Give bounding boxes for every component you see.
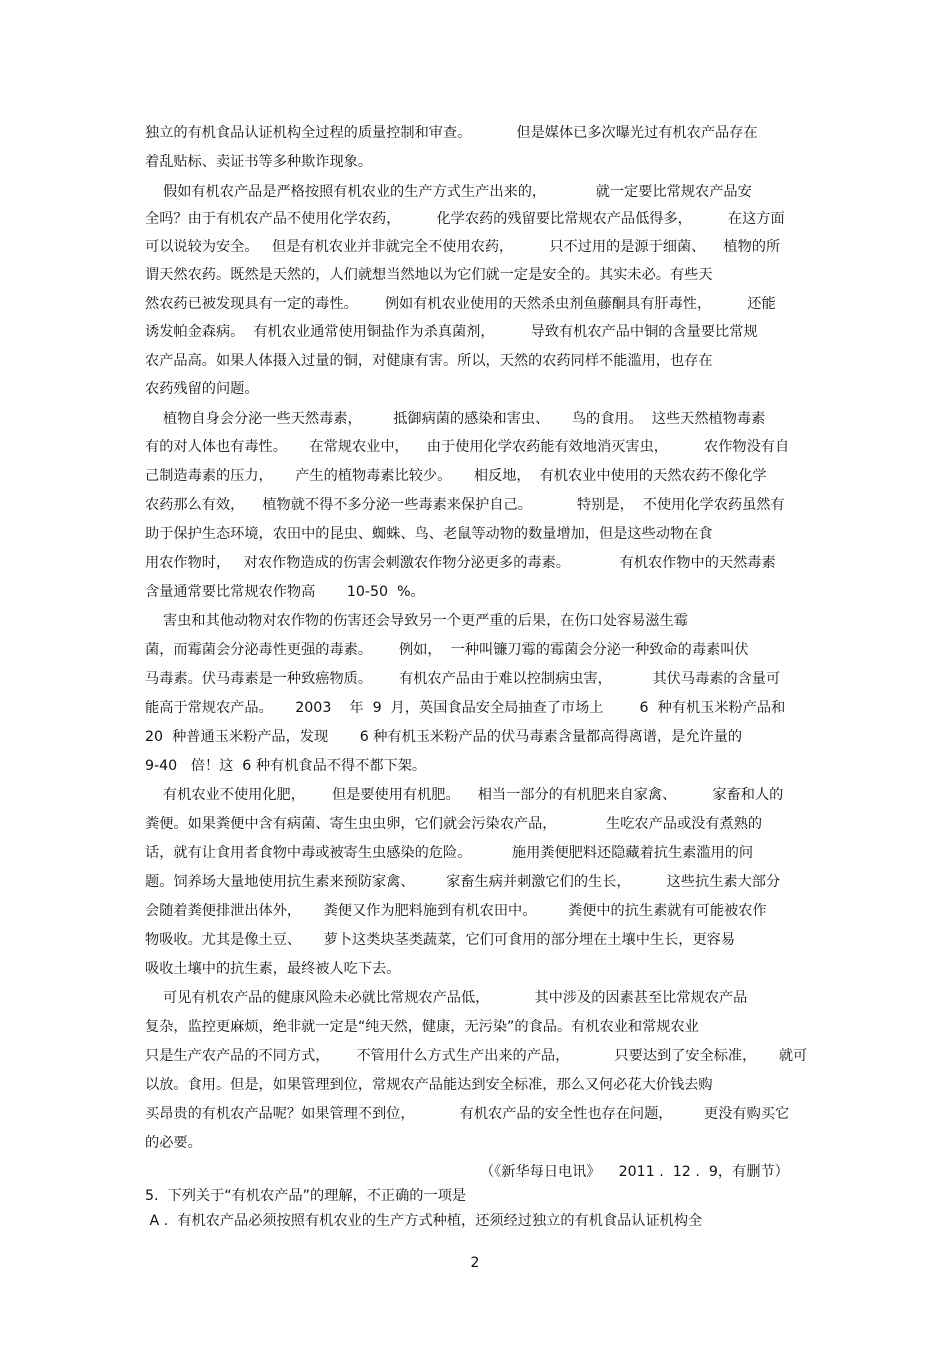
text-line: 诱发帕金森病。 有机农业通常使用铜盐作为杀真菌剂， 导致有机农产品中铜的含量要比常规 (145, 324, 758, 340)
text-line: 能高于常规农产品。 2003 年 9 月，英国食品安全局抽查了市场上 6 种有机玉米粉产品和 (145, 700, 786, 716)
text-line: 独立的有机食品认证机构全过程的质量控制和审查。 但是媒体已多次曝光过有机农产品存在 (145, 125, 758, 141)
text-line: 害虫和其他动物对农作物的伤害还会导致另一个更严重的后果，在伤口处容易滋生霉 (145, 613, 688, 629)
text-line: 可见有机农产品的健康风险未必就比常规农产品低， 其中涉及的因素甚至比常规农产品 (145, 990, 748, 1006)
text-line: 谓天然农药。既然是天然的，人们就想当然地以为它们就一定是安全的。其实未必。有些天 (145, 267, 713, 283)
text-line: 以放。食用。但是，如果管理到位，常规农产品能达到安全标准，那么又何必花大价钱去购 (145, 1077, 713, 1093)
text-line: 的必要。 (145, 1135, 202, 1151)
text-line: 含量通常要比常规农作物高 10-50 %。 (145, 584, 425, 600)
text-line: 马毒素。伏马毒素是一种致癌物质。 有机农产品由于难以控制病虫害， 其伏马毒素的含量可 (145, 671, 781, 687)
text-line: 20 种普通玉米粉产品，发现 6 种有机玉米粉产品的伏马毒素含量都高得离谱，是允许量的 (145, 729, 743, 745)
option-a: A . 有机农产品必须按照有机农业的生产方式种植，还须经过独立的有机食品认证机构全 (145, 1213, 703, 1229)
text-line: 9-40 倍！这 6 种有机食品不得不都下架。 (145, 758, 427, 774)
text-line: 题。饲养场大量地使用抗生素来预防家禽、 家畜生病并刺激它们的生长， 这些抗生素大部分 (145, 874, 781, 890)
text-line: 己制造毒素的压力， 产生的植物毒素比较少。 相反地， 有机农业中使用的天然农药不像化学 (145, 468, 767, 484)
text-line: 吸收土壤中的抗生素，最终被人吃下去。 (145, 961, 401, 977)
text-line: 会随着粪便排泄出体外， 粪便又作为肥料施到有机农田中。 粪便中的抗生素就有可能被农作 (145, 903, 767, 919)
text-line: 全吗？由于有机农产品不使用化学农药， 化学农药的残留要比常规农产品低得多， 在这方面 (145, 211, 785, 227)
question-stem: 5. 下列关于“有机农产品”的理解，不正确的一项是 (145, 1188, 467, 1204)
text-line: 农药残留的问题。 (145, 381, 259, 397)
text-line: 用农作物时， 对农作物造成的伤害会刺激农作物分泌更多的毒素。 有机农作物中的天然毒素 (145, 555, 776, 571)
text-line: 菌，而霉菌会分泌毒性更强的毒素。 例如， 一种叫镰刀霉的霉菌会分泌一种致命的毒素叫伏 (145, 642, 749, 658)
page-number: 2 (470, 1255, 480, 1271)
text-line: 有的对人体也有毒性。 在常规农业中， 由于使用化学农药能有效地消灭害虫， 农作物没有自 (145, 439, 790, 455)
text-line: 农药那么有效， 植物就不得不多分泌一些毒素来保护自己。 特别是， 不使用化学农药虽然有 (145, 497, 785, 513)
text-line: 物吸收。尤其是像土豆、 萝卜这类块茎类蔬菜，它们可食用的部分埋在土壤中生长，更容易 (145, 932, 736, 948)
text-line: 可以说较为安全。 但是有机农业并非就完全不使用农药， 只不过用的是源于细菌、 植物的所 (145, 239, 781, 255)
text-line: 复杂，监控更麻烦，绝非就一定是“纯天然，健康，无污染”的食品。有机农业和常规农业 (145, 1019, 699, 1035)
text-line: 假如有机农产品是严格按照有机农业的生产方式生产出来的， 就一定要比常规农产品安 (145, 184, 752, 200)
source-citation: （《新华每日电讯》 2011 . 12 . 9，有删节） (480, 1164, 789, 1180)
text-line: 有机农业不使用化肥， 但是要使用有机肥。 相当一部分的有机肥来自家禽、 家畜和人的 (145, 787, 784, 803)
text-line: 植物自身会分泌一些天然毒素， 抵御病菌的感染和害虫、 鸟的食用。 这些天然植物毒素 (145, 411, 766, 427)
text-line: 只是生产农产品的不同方式， 不管用什么方式生产出来的产品， 只要达到了安全标准， 就可 (145, 1048, 808, 1064)
text-line: 话，就有让食用者食物中毒或被寄生虫感染的危险。 施用粪便肥料还隐藏着抗生素滥用的问 (145, 845, 754, 861)
text-line: 农产品高。如果人体摄入过量的铜，对健康有害。所以，天然的农药同样不能滥用，也存在 (145, 353, 713, 369)
text-line: 粪便。如果粪便中含有病菌、寄生虫虫卵，它们就会污染农产品， 生吃农产品或没有煮熟的 (145, 816, 763, 832)
text-line: 助于保护生态环境，农田中的昆虫、蜘蛛、鸟、老鼠等动物的数量增加，但是这些动物在食 (145, 526, 713, 542)
text-line: 然农药已被发现具有一定的毒性。 例如有机农业使用的天然杀虫剂鱼藤酮具有肝毒性， 还能 (145, 296, 776, 312)
text-line: 着乱贴标、卖证书等多种欺诈现象。 (145, 154, 373, 170)
text-line: 买昂贵的有机农产品呢？如果管理不到位， 有机农产品的安全性也存在问题， 更没有购买它 (145, 1106, 790, 1122)
